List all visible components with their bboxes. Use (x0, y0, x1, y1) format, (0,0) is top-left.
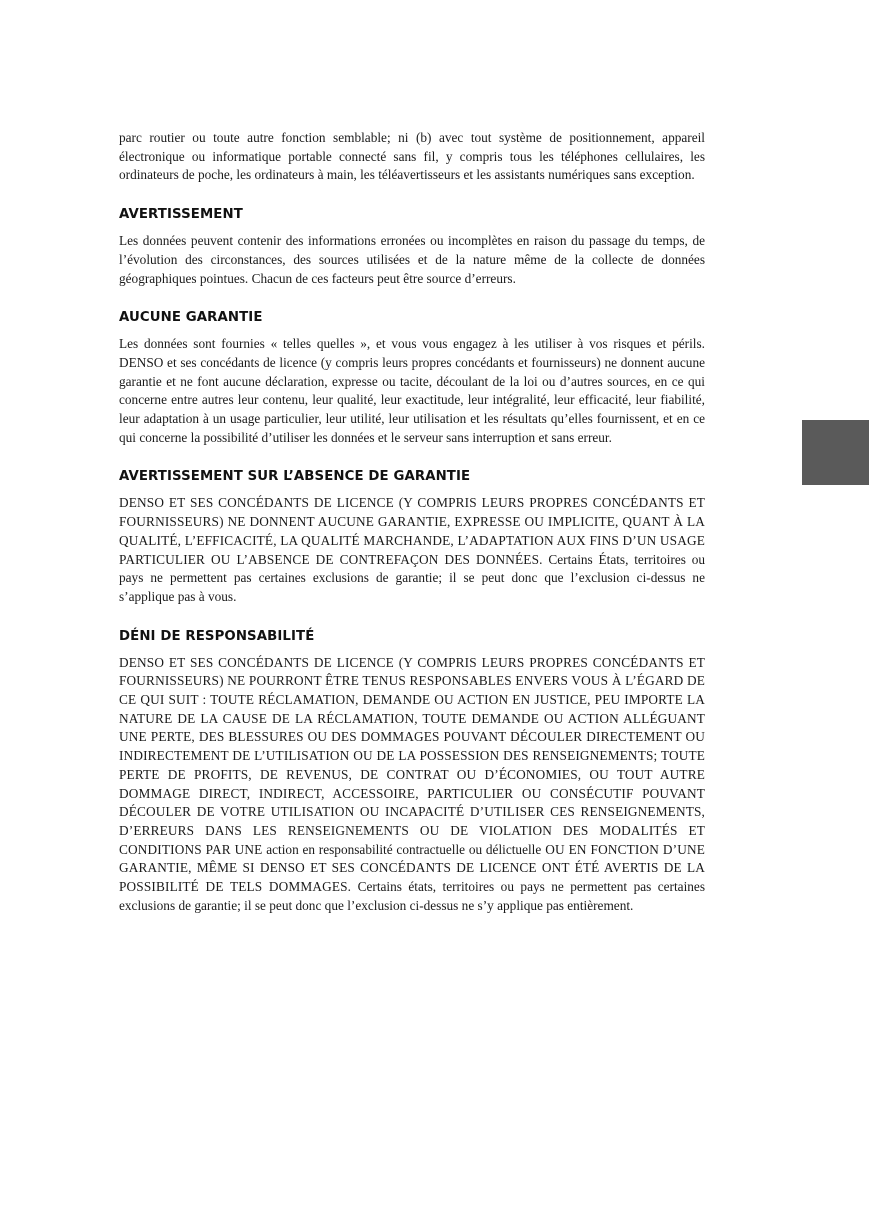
section-heading-deni-responsabilite: DÉNI DE RESPONSABILITÉ (119, 628, 315, 644)
section-heading-aucune-garantie: AUCUNE GARANTIE (119, 310, 263, 326)
caps-text: DENSO ET SES CONCÉDANTS DE LICENCE (Y COMPRIS LEURS PROPRES CONCÉDANTS ET FOURNISSEURS) NE DONNENT AUCUNE GARANTIE, EXPRESSE OU IMPLICITE, QUANT À LA QUALITÉ, L’EFFICACITÉ, LA QUALITÉ MARCHANDE, L’ADAPTATION AUX FINS D’UN USAGE PARTICULIER OU L’ABSENCE DE CONTREFAÇON DES DONNÉES. (119, 495, 705, 567)
caps-text: OU EN FONCTION D’UNE GARANTIE, MÊME SI DENSO ET SES CONCÉDANTS DE LICENCE ONT ÉTÉ AVERTIS DE LA POSSIBILITÉ DE TELS DOMMAGES. (119, 841, 705, 895)
document-page (119, 129, 705, 916)
section-body-deni-responsabilite (119, 654, 705, 916)
section-heading-absence-garantie: AVERTISSEMENT SUR L’ABSENCE DE GARANTIE (119, 469, 471, 485)
mixed-text: Certains États, territoires ou pays ne permettent pas certaines exclusions de garantie; il se peut donc que l’exclusion ci-dessus ne s’applique pas à vous. (119, 551, 706, 604)
section-body-aucune-garantie: Les données sont fournies « telles quelles », et vous vous engagez à les utiliser à vos risques et périls. DENSO et ses concédants de licence (y compris leurs propres concédants et fournisseurs) ne donnent aucune garantie et ne font aucune déclaration, expresse ou tacite, découlant de la loi ou d’autres sources, en ce qui concerne entre autres leur contenu, leur qualité, leur exactitude, leur intégralité, leur efficacité, leur fiabilité, leur adaptation à un usage particulier, leur utilité, leur utilisation et les résultats qu’elles fournissent, et en ce qui concerne la possibilité d’utiliser les données et le serveur sans interruption et sans erreur. (119, 336, 705, 445)
mixed-text: action en responsabilité contractuelle ou délictuelle (266, 841, 542, 857)
section-heading-avertissement: AVERTISSEMENT (119, 207, 243, 223)
mixed-text: Certains états, territoires ou pays ne permettent pas certaines exclusions de garantie; il se peut donc que l’exclusion ci-dessus ne s’y applique pas entièrement. (119, 879, 705, 913)
section-body-absence-garantie (119, 494, 705, 606)
chapter-side-tab (802, 420, 869, 485)
section-body-avertissement: Les données peuvent contenir des informations erronées ou incomplètes en raison du passage du temps, de l’évolution des circonstances, des sources utilisées et de la nature même de la collecte de données géographiques pointues. Chacun de ces facteurs peut être source d’erreurs. (119, 233, 705, 286)
intro-paragraph: parc routier ou toute autre fonction semblable; ni (b) avec tout système de positionnement, appareil électronique ou informatique portable connecté sans fil, y compris tous les téléphones cellulaires, les ordinateurs de poche, les ordinateurs à main, les téléavertisseurs et les assistants numériques sans exception. (119, 130, 705, 183)
caps-text: DENSO ET SES CONCÉDANTS DE LICENCE (Y COMPRIS LEURS PROPRES CONCÉDANTS ET FOURNISSEURS) NE POURRONT ÊTRE TENUS RESPONSABLES ENVERS VOUS À L’ÉGARD DE CE QUI SUIT : TOUTE RÉCLAMATION, DEMANDE OU ACTION EN JUSTICE, PEU IMPORTE LA NATURE DE LA CAUSE DE LA RÉCLAMATION, TOUTE DEMANDE OU ACTION ALLÉGUANT UNE PERTE, DES BLESSURES OU DES DOMMAGES POUVANT DÉCOULER DIRECTEMENT OU INDIRECTEMENT DE L’UTILISATION OU DE LA POSSESSION DES RENSEIGNEMENTS; TOUTE PERTE DE PROFITS, DE REVENUS, DE CONTRAT OU D’ÉCONOMIES, OU TOUT AUTRE DOMMAGE DIRECT, INDIRECT, ACCESSOIRE, PARTICULIER OU CONSÉCUTIF POUVANT DÉCOULER DE VOTRE UTILISATION OU INCAPACITÉ D’UTILISER CES RENSEIGNEMENTS, D’ERREURS DANS LES RENSEIGNEMENTS OU DE VIOLATION DES MODALITÉS ET CONDITIONS PAR UNE (119, 654, 705, 857)
